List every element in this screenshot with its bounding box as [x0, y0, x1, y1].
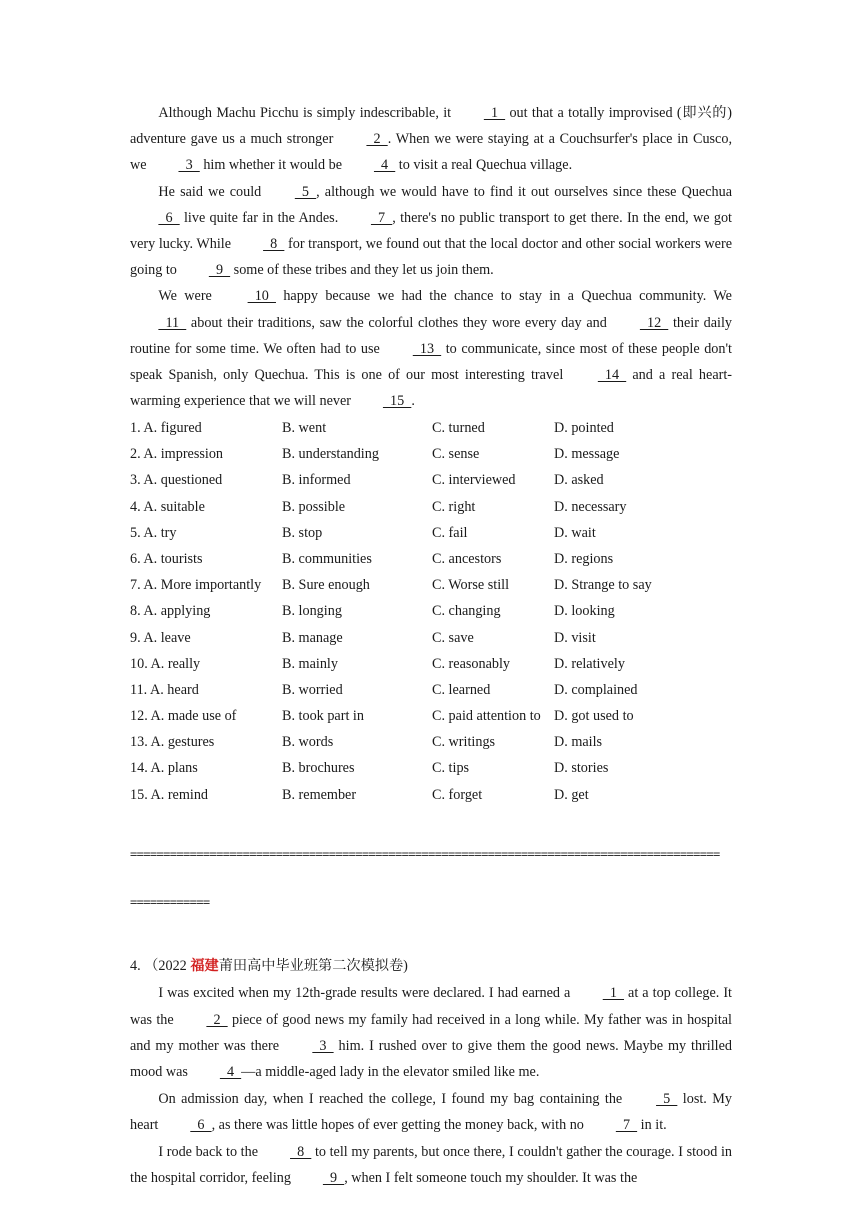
option-row	[130, 520, 652, 546]
blank-number: 5	[656, 1090, 678, 1107]
blank-number: 7	[370, 209, 393, 226]
text-run: some of these tribes and they let us join them.	[230, 262, 494, 279]
option-row	[130, 782, 652, 808]
blank-number: 2	[206, 1011, 228, 1028]
option-a: 13. A. gestures	[130, 734, 215, 751]
option-c: C. forget	[432, 786, 483, 803]
option-a: 15. A. remind	[130, 786, 209, 803]
heading-number-year: 4. （2022	[130, 958, 191, 975]
option-d: D. get	[554, 786, 589, 803]
text-run: On admission day, when I reached the college, I found my bag containing the	[158, 1090, 628, 1107]
text-run: him. I rushed over to give them the good news. Maybe my thrilled mood was	[130, 1038, 732, 1081]
blank-number: 12	[639, 314, 669, 331]
option-b: B. possible	[282, 498, 346, 515]
blank-number: 6	[190, 1117, 212, 1134]
blank-number: 13	[412, 340, 442, 357]
option-a: 8. A. applying	[130, 603, 211, 620]
option-d: D. necessary	[554, 498, 627, 515]
text-run: their daily routine for some time. We often had to use	[130, 314, 732, 357]
option-d: D. message	[554, 446, 620, 463]
option-c: C. reasonably	[432, 655, 511, 672]
option-b: B. stop	[282, 524, 323, 541]
text-run: , as there was little hopes of ever getting the money back, with no	[211, 1117, 588, 1134]
text-run: happy because we had the chance to stay in a Quechua community. We	[275, 288, 732, 305]
option-d: D. complained	[554, 681, 638, 698]
option-d: D. regions	[554, 550, 614, 567]
option-d: D. asked	[554, 472, 604, 489]
text-run: for transport, we found out that the local doctor and other social workers were going to	[130, 236, 732, 279]
section-heading	[130, 952, 732, 980]
blank-number: 5	[294, 183, 317, 200]
option-c: C. turned	[432, 420, 485, 437]
option-c: C. learned	[432, 681, 491, 698]
blank-number: 15	[382, 393, 412, 410]
text-run: I was excited when my 12th-grade results were declared. I had earned a	[158, 985, 575, 1002]
option-a: 4. A. suitable	[130, 498, 205, 515]
option-c: C. fail	[432, 524, 468, 541]
option-a: 6. A. tourists	[130, 550, 203, 567]
option-a: 14. A. plans	[130, 760, 198, 777]
text-run: in it.	[637, 1117, 667, 1134]
blank-number: 6	[158, 209, 180, 226]
cloze-passage-2	[130, 980, 732, 1191]
option-row	[130, 651, 652, 677]
text-run: . When we were staying at a Couchsurfer's place in Cusco, we	[130, 131, 732, 174]
option-b: B. understanding	[282, 446, 379, 463]
option-row	[130, 468, 652, 494]
text-run: to tell my parents, but once there, I couldn't gather the courage. I stood in the hospital corridor, feeling	[130, 1143, 732, 1187]
option-d: D. wait	[554, 524, 596, 541]
paragraph	[130, 283, 732, 414]
option-row	[130, 756, 652, 782]
cloze-passage-1	[130, 100, 732, 414]
document-page	[130, 100, 732, 1192]
text-run: at a top college. It was the	[130, 985, 732, 1028]
divider-line-tail: ============	[130, 895, 210, 910]
blank-number: 3	[178, 157, 200, 174]
text-run: about their traditions, saw the colorful clothes they wore every day and	[186, 314, 612, 331]
option-c: C. paid attention to	[432, 708, 541, 725]
option-row	[130, 625, 652, 651]
option-row	[130, 415, 652, 441]
blank-number: 14	[597, 367, 627, 384]
blank-number: 11	[158, 314, 187, 331]
option-d: D. got used to	[554, 708, 634, 725]
blank-number: 7	[615, 1117, 638, 1134]
option-c: C. Worse still	[432, 577, 510, 594]
text-run: I rode back to the	[158, 1143, 262, 1160]
option-row	[130, 494, 652, 520]
option-row	[130, 704, 652, 730]
text-run: , there's no public transport to get there. In the end, we got very lucky. While	[130, 209, 732, 253]
option-d: D. pointed	[554, 420, 614, 437]
blank-number: 10	[247, 288, 276, 305]
option-a: 10. A. really	[130, 655, 201, 672]
option-c: C. changing	[432, 603, 501, 620]
paragraph	[130, 1139, 732, 1192]
text-run: live quite far in the Andes.	[179, 209, 343, 226]
section-divider	[130, 814, 732, 942]
option-c: C. writings	[432, 734, 496, 751]
blank-number: 4	[219, 1064, 242, 1081]
text-run: to communicate, since most of these people don't speak Spanish, only Quechua. This is one of our most interesting travel	[130, 340, 732, 384]
option-b: B. worried	[282, 681, 343, 698]
option-b: B. words	[282, 734, 334, 751]
option-c: C. save	[432, 629, 474, 646]
option-a: 7. A. More importantly	[130, 577, 262, 594]
blank-number: 1	[602, 985, 625, 1002]
option-b: B. remember	[282, 786, 357, 803]
text-run: , when I felt someone touch my shoulder. It was the	[344, 1170, 638, 1187]
text-run: We were	[158, 288, 220, 305]
option-b: B. manage	[282, 629, 343, 646]
option-c: C. right	[432, 498, 476, 515]
option-b: B. communities	[282, 550, 372, 567]
option-row	[130, 442, 652, 468]
divider-line: =========================================================================================	[130, 847, 720, 862]
option-row	[130, 677, 652, 703]
option-a: 5. A. try	[130, 524, 177, 541]
blank-number: 3	[312, 1038, 334, 1055]
option-b: B. informed	[282, 472, 351, 489]
option-a: 2. A. impression	[130, 446, 224, 463]
paragraph	[130, 179, 732, 284]
option-b: B. longing	[282, 603, 342, 620]
blank-number: 1	[483, 105, 506, 121]
paragraph	[130, 100, 732, 179]
option-row	[130, 546, 652, 572]
text-run: Although Machu Picchu is simply indescribable, it	[158, 105, 456, 121]
text-run: .	[411, 393, 415, 410]
option-a: 12. A. made use of	[130, 708, 237, 725]
blank-number: 9	[322, 1170, 345, 1187]
option-b: B. brochures	[282, 760, 355, 777]
options-table	[130, 415, 652, 808]
text-run: to visit a real Quechua village.	[395, 157, 573, 174]
option-row	[130, 730, 652, 756]
option-b: B. took part in	[282, 708, 364, 725]
option-c: C. tips	[432, 760, 470, 777]
text-run: He said we could	[158, 183, 267, 200]
option-b: B. went	[282, 420, 327, 437]
option-b: B. Sure enough	[282, 577, 370, 594]
blank-number: 8	[263, 236, 285, 253]
blank-number: 2	[366, 131, 388, 148]
option-a: 11. A. heard	[130, 681, 199, 698]
option-d: D. Strange to say	[554, 577, 652, 594]
option-c: C. interviewed	[432, 472, 516, 489]
option-b: B. mainly	[282, 655, 338, 672]
text-run: and a real heart-warming experience that we will never	[130, 367, 733, 410]
text-run: lost. My heart	[130, 1090, 732, 1134]
text-run: out that a totally improvised (即兴的) adventure gave us a much stronger	[130, 105, 733, 148]
text-run: , although we would have to find it out ourselves since these Quechua	[316, 183, 732, 200]
heading-province: 福建	[190, 958, 219, 975]
option-d: D. mails	[554, 734, 603, 751]
option-a: 9. A. leave	[130, 629, 191, 646]
text-run: piece of good news my family had received in a long while. My father was in hospital and my mother was there	[130, 1011, 732, 1055]
text-run: —a middle-aged lady in the elevator smiled like me.	[241, 1064, 540, 1081]
heading-source: 莆田高中毕业班第二次模拟卷)	[218, 958, 408, 975]
blank-number: 4	[373, 157, 396, 174]
option-d: D. looking	[554, 603, 615, 620]
option-d: D. relatively	[554, 655, 625, 672]
option-row	[130, 599, 652, 625]
option-a: 3. A. questioned	[130, 472, 223, 489]
option-c: C. sense	[432, 446, 480, 463]
option-d: D. stories	[554, 760, 609, 777]
text-run: him whether it would be	[199, 157, 346, 174]
blank-number: 9	[208, 262, 231, 279]
option-c: C. ancestors	[432, 550, 502, 567]
blank-number: 8	[290, 1143, 312, 1160]
option-d: D. visit	[554, 629, 596, 646]
option-a: 1. A. figured	[130, 420, 202, 437]
paragraph	[130, 1086, 732, 1139]
option-row	[130, 573, 652, 599]
paragraph	[130, 980, 732, 1086]
